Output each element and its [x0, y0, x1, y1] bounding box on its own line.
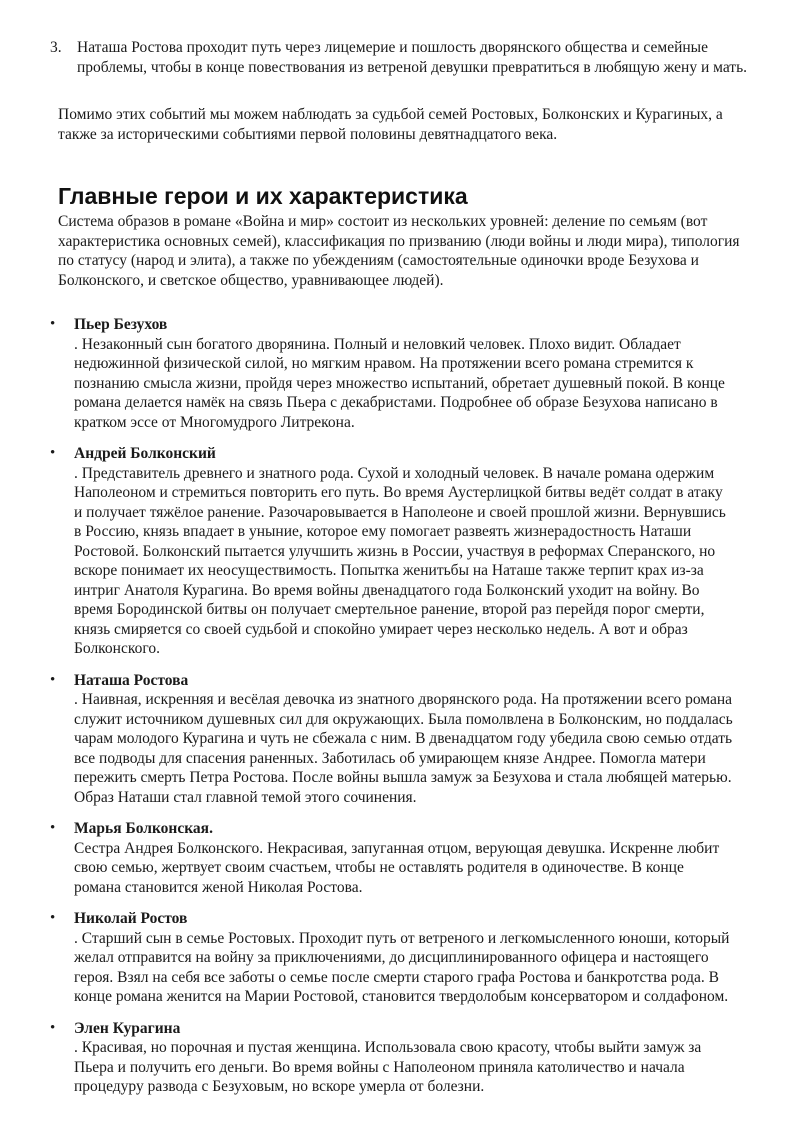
hero-item-helene — [0, 1019, 800, 1097]
section-intro: Система образов в романе «Война и мир» состоит из нескольких уровней: деление по семьям (вот характеристика основных семей), классификация по призванию (люди войны и люди мира), типология по статусу (народ и элита), а также по убеждениям (самостоятельные одиночки вроде Безухова и Болконского, и светское общество, уравнивающее людей). — [58, 213, 740, 289]
bullet-icon: • — [50, 671, 56, 688]
hero-description: . Наивная, искренняя и весёлая девочка из знатного дворянского рода. На протяжении всего романа служит источником душевных сил для окружающих. Была помолвлена в Болконским, но поддалась чарам молодого Курагина и чуть не сбежала с ним. В двенадцатом году убедила свою семью отдать все подводы для спасения раненных. Заботилась об умирающем князе Андрее. Помогла матери пережить смерть Петра Ростова. После войны вышла замуж за Безухова и стала любящей матерью. Образ Наташи стал главной темой этого сочинения. — [74, 691, 733, 806]
bullet-icon: • — [50, 1019, 56, 1036]
hero-item-natasha — [0, 671, 800, 808]
bullet-icon: • — [50, 316, 56, 332]
hero-description: Сестра Андрея Болконского. Некрасивая, запуганная отцом, верующая девушка. Искренне любит свою семью, жертвует своим счастьем, чтобы не оставлять родителя в одиночестве. В конце романа становится женой Николая Ростова. — [74, 839, 720, 896]
hero-item-marya — [0, 819, 800, 897]
hero-description: . Незаконный сын богатого дворянина. Полный и неловкий человек. Плохо видит. Обладает недюжинной физической силой, но мягким нравом. На протяжении всего романа стремится к познанию смысла жизни, пройдя через множество испытаний, обретает душевный покой. В конце романа делается намёк на связь Пьера с декабристами. Подробнее об образе Безухова написано в кратком эссе от Многомудрого Литрекона. — [74, 335, 725, 431]
numbered-list-item — [50, 38, 750, 77]
list-number: 3. — [50, 39, 62, 56]
bullet-icon: • — [50, 910, 56, 926]
hero-name: Николай Ростов — [74, 910, 188, 927]
hero-item-andrei — [0, 444, 800, 659]
summary-paragraph: Помимо этих событий мы можем наблюдать за судьбой семей Ростовых, Болконских и Курагиных, а также за историческими событиями первой половины девятнадцатого века. — [58, 106, 723, 143]
hero-name: Элен Курагина — [74, 1019, 181, 1037]
hero-name: Андрей Болконский — [74, 445, 216, 462]
hero-description: . Представитель древнего и знатного рода. Сухой и холодный человек. В начале романа одержим Наполеоном и стремиться повторить его путь. Во время Аустерлицкой битвы ведёт солдат в атаку и получает тяжёлое ранение. Разочаровывается в Наполеоне и своей прошлой жизни. Вернувшись в Россию, князь впадает в уныние, которое ему помогает развеять жизнерадостность Наташи Ростовой. Болконский пытается улучшить жизнь в России, участвуя в реформах Сперанского, но вскоре понимает их неосуществимость. Попытка женитьбы на Наташе также терпит крах из-за интриг Анатоля Курагина. Во время войны двенадцатого года Болконский уходит на войну. Во время Бородинской битвы он получает смертельное ранение, второй раз перейдя порог смерти, князь смиряется со своей судьбой и спокойно умирает через несколько недель. А вот и образ Болконского. — [74, 464, 726, 657]
hero-name: Пьер Безухов — [74, 316, 168, 333]
hero-item-nikolai — [0, 909, 800, 1007]
bullet-icon: • — [50, 445, 56, 461]
hero-description: . Старший сын в семье Ростовых. Проходит путь от ветреного и легкомысленного юноши, который желал отправится на войну за приключениями, до дисциплинированного офицера и настоящего героя. Взял на себя все заботы о семье после смерти старого графа Ростова и банкротства рода. В конце романа женится на Марии Ростовой, становится твердолобым консерватором и солдафоном. — [74, 929, 730, 1005]
hero-item-pierre — [0, 315, 800, 432]
bullet-icon: • — [50, 820, 56, 836]
hero-name: Наташа Ростова — [74, 671, 189, 689]
hero-description: . Красивая, но порочная и пустая женщина. Использовала свою красоту, чтобы выйти замуж за Пьера и получить его деньги. Во время войны с Наполеоном приняла католичество и начала процедуру развода с Безуховым, но вскоре умерла от болезни. — [74, 1039, 702, 1095]
list-item-text: Наташа Ростова проходит путь через лицемерие и пошлость дворянского общества и семейные проблемы, чтобы в конце повествования из ветреной девушки превратиться в любящую жену и мать. — [77, 39, 748, 76]
hero-name: Марья Болконская. — [74, 820, 213, 837]
heroes-list — [0, 315, 800, 1109]
section-heading: Главные герои и их характеристика — [58, 183, 468, 209]
